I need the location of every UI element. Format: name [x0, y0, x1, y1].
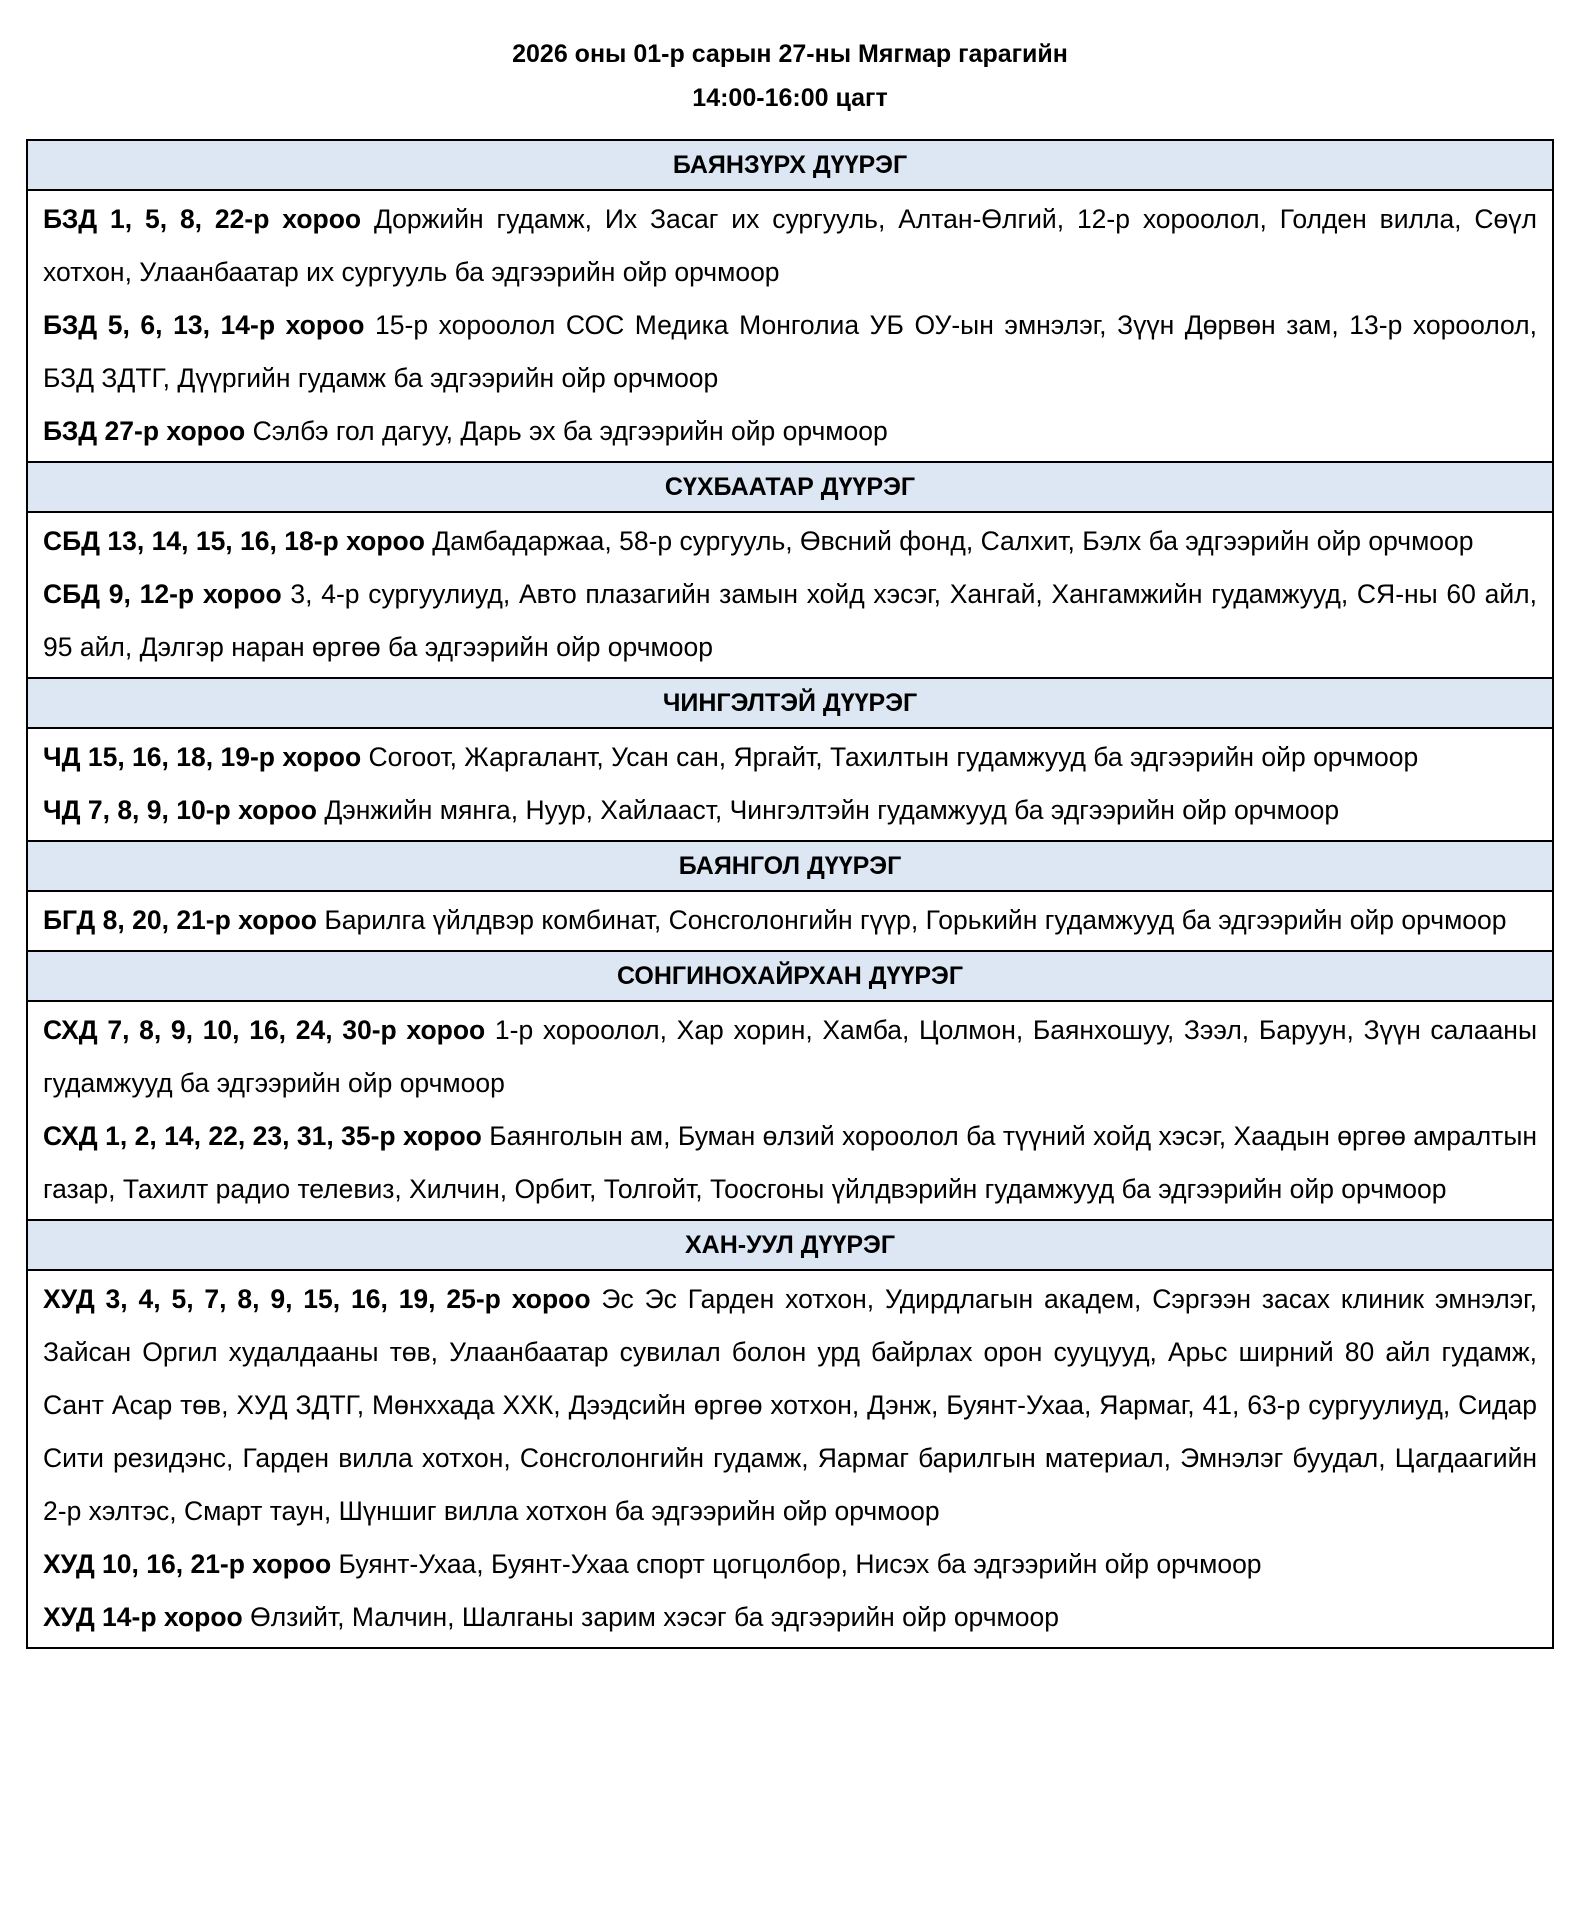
area-list: Дамбадаржаа, 58-р сургууль, Өвсний фонд, Салхит, Бэлх ба эдгээрийн ойр орчмоор: [432, 526, 1474, 556]
district-header-row: [27, 1220, 1553, 1270]
area-list: 3, 4-р сургуулиуд, Авто плазагийн замын хойд хэсэг, Хангай, Хангамжийн гудамжууд, СЯ-ны 60 айл, 95 айл, Дэлгэр наран өргөө ба эдгээрийн ойр орчмоор: [43, 579, 1537, 662]
district-header-row: [27, 678, 1553, 728]
district-entries: [27, 512, 1553, 678]
district-body-row: [27, 1001, 1553, 1220]
khoroo-entry: [43, 731, 1537, 784]
area-list: Өлзийт, Малчин, Шалганы зарим хэсэг ба эдгээрийн ойр орчмоор: [250, 1602, 1059, 1632]
district-header-row: [27, 462, 1553, 512]
district-name: БАЯНЗҮРХ ДҮҮРЭГ: [27, 140, 1553, 190]
khoroo-entry: [43, 1591, 1537, 1644]
district-body-row: [27, 512, 1553, 678]
khoroo-label: СХД 1, 2, 14, 22, 23, 31, 35-р хороо: [43, 1121, 482, 1151]
district-body-row: [27, 1270, 1553, 1648]
date-line: 2026 оны 01-р сарын 27-ны Мягмар гарагийн: [512, 40, 1068, 68]
khoroo-entry: [43, 1110, 1537, 1216]
khoroo-label: ЧД 15, 16, 18, 19-р хороо: [43, 742, 362, 772]
khoroo-entry: [43, 568, 1537, 674]
khoroo-label: СБД 9, 12-р хороо: [43, 579, 282, 609]
khoroo-label: БЗД 27-р хороо: [43, 416, 246, 446]
district-body-row: [27, 190, 1553, 462]
khoroo-label: БЗД 5, 6, 13, 14-р хороо: [43, 310, 365, 340]
khoroo-entry: [43, 193, 1537, 299]
district-header-row: [27, 841, 1553, 891]
district-entries: [27, 190, 1553, 462]
area-list: Дэнжийн мянга, Нуур, Хайлааст, Чингэлтэйн гудамжууд ба эдгээрийн ойр орчмоор: [324, 795, 1340, 825]
district-entries: [27, 1270, 1553, 1648]
district-name: БАЯНГОЛ ДҮҮРЭГ: [27, 841, 1553, 891]
area-list: Доржийн гудамж, Их Засаг их сургууль, Алтан-Өлгий, 12-р хороолол, Голден вилла, Сөүл хотхон, Улаанбаатар их сургууль ба эдгээрийн ойр орчмоор: [43, 204, 1537, 287]
district-entries: [27, 1001, 1553, 1220]
area-list: 15-р хороолол СОС Медика Монголиа УБ ОУ-ын эмнэлэг, Зүүн Дөрвөн зам, 13-р хороолол, БЗД ЗДТГ, Дүүргийн гудамж ба эдгээрийн ойр орчмоор: [43, 310, 1537, 393]
area-list: Сэлбэ гол дагуу, Дарь эх ба эдгээрийн ойр орчмоор: [252, 416, 888, 446]
district-header-row: [27, 951, 1553, 1001]
khoroo-entry: [43, 784, 1537, 837]
district-name: СОНГИНОХАЙРХАН ДҮҮРЭГ: [27, 951, 1553, 1001]
area-list: 1-р хороолол, Хар хорин, Хамба, Цолмон, Баянхошуу, Зээл, Баруун, Зүүн салааны гудамжууд ба эдгээрийн ойр орчмоор: [43, 1015, 1537, 1098]
district-entries: [27, 728, 1553, 841]
district-name: ХАН-УУЛ ДҮҮРЭГ: [27, 1220, 1553, 1270]
district-body-row: [27, 891, 1553, 951]
district-header-row: [27, 140, 1553, 190]
khoroo-label: БЗД 1, 5, 8, 22-р хороо: [43, 204, 362, 234]
khoroo-entry: [43, 1538, 1537, 1591]
khoroo-label: ХУД 3, 4, 5, 7, 8, 9, 15, 16, 19, 25-р хороо: [43, 1284, 591, 1314]
district-name: СҮХБААТАР ДҮҮРЭГ: [27, 462, 1553, 512]
khoroo-label: СБД 13, 14, 15, 16, 18-р хороо: [43, 526, 425, 556]
time-line: 14:00-16:00 цагт: [692, 84, 888, 112]
area-list: Эс Эс Гарден хотхон, Удирдлагын академ, Сэргээн засах клиник эмнэлэг, Зайсан Оргил худалдааны төв, Улаанбаатар сувилал болон урд байрлах орон сууцууд, Арьс ширний 80 айл гудамж, Сант Асар төв, ХУД ЗДТГ, Мөнххада ХХК, Дээдсийн өргөө хотхон, Дэнж, Буянт-Ухаа, Яармаг, 41, 63-р сургуулиуд, Сидар Сити резидэнс, Гарден вилла хотхон, Сонсголонгийн гудамж, Яармаг барилгын материал, Эмнэлэг буудал, Цагдаагийн 2-р хэлтэс, Смарт таун, Шүншиг вилла хотхон ба эдгээрийн ойр орчмоор: [43, 1284, 1537, 1526]
khoroo-label: ХУД 10, 16, 21-р хороо: [43, 1549, 332, 1579]
khoroo-entry: [43, 1004, 1537, 1110]
khoroo-entry: [43, 405, 1537, 458]
khoroo-entry: [43, 515, 1537, 568]
khoroo-label: ЧД 7, 8, 9, 10-р хороо: [43, 795, 317, 825]
schedule-table: [26, 139, 1554, 1649]
area-list: Барилга үйлдвэр комбинат, Сонсголонгийн гүүр, Горькийн гудамжууд ба эдгээрийн ойр орчмоор: [324, 905, 1507, 935]
khoroo-entry: [43, 299, 1537, 405]
khoroo-label: СХД 7, 8, 9, 10, 16, 24, 30-р хороо: [43, 1015, 486, 1045]
khoroo-label: БГД 8, 20, 21-р хороо: [43, 905, 317, 935]
area-list: Баянголын ам, Буман өлзий хороолол ба түүний хойд хэсэг, Хаадын өргөө амралтын газар, Тахилт радио телевиз, Хилчин, Орбит, Толгойт, Тоосгоны үйлдвэрийн гудамжууд ба эдгээрийн ойр орчмоор: [43, 1121, 1537, 1204]
area-list: Согоот, Жаргалант, Усан сан, Яргайт, Тахилтын гудамжууд ба эдгээрийн ойр орчмоор: [368, 742, 1419, 772]
khoroo-entry: [43, 894, 1537, 947]
district-body-row: [27, 728, 1553, 841]
area-list: Буянт-Ухаа, Буянт-Ухаа спорт цогцолбор, Нисэх ба эдгээрийн ойр орчмоор: [338, 1549, 1262, 1579]
khoroo-entry: [43, 1273, 1537, 1538]
document-header: [0, 32, 1580, 120]
district-name: ЧИНГЭЛТЭЙ ДҮҮРЭГ: [27, 678, 1553, 728]
district-entries: [27, 891, 1553, 951]
khoroo-label: ХУД 14-р хороо: [43, 1602, 243, 1632]
